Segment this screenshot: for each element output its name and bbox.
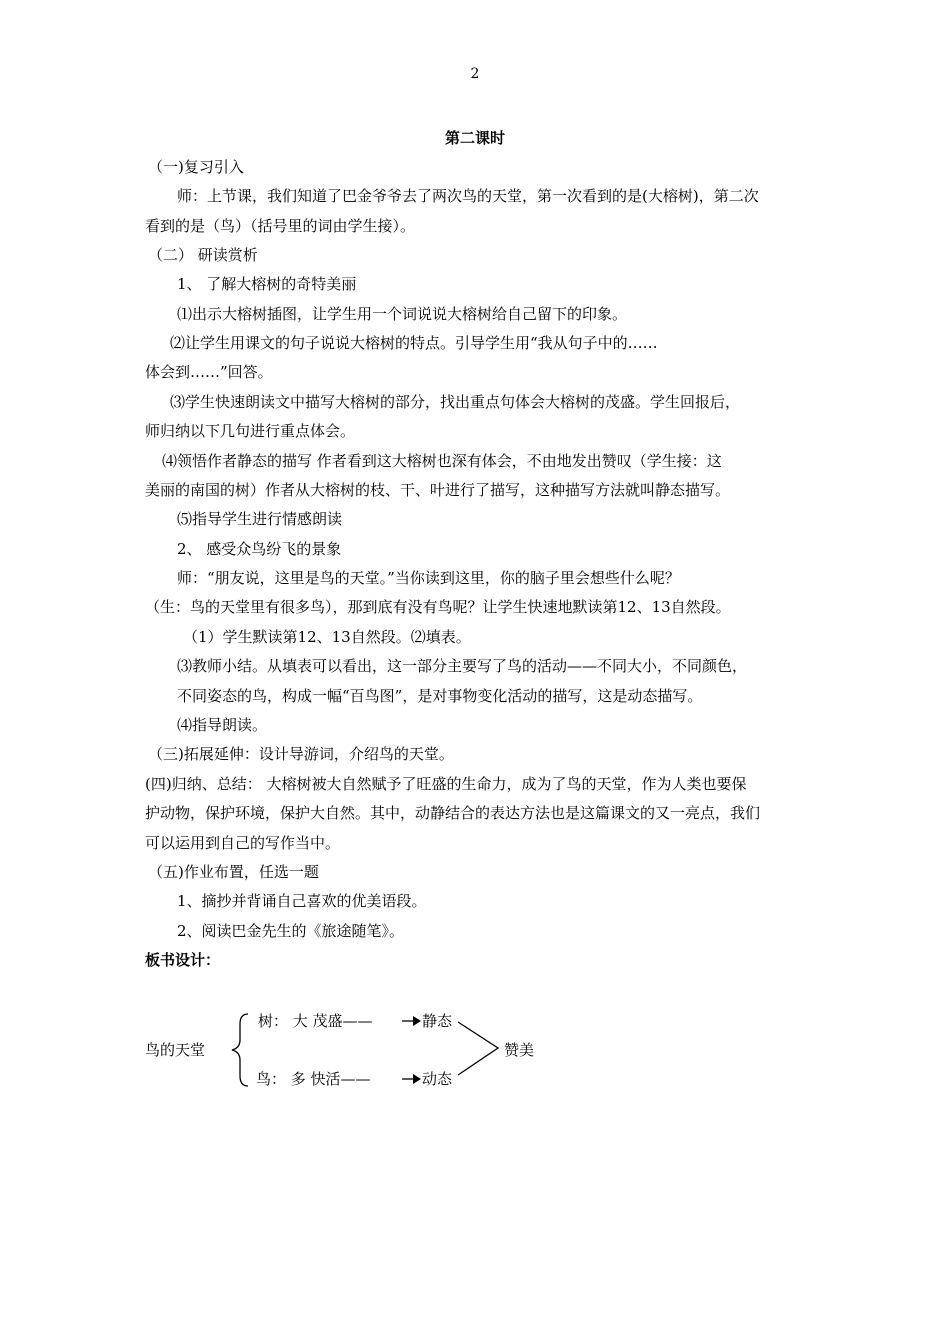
lesson-title: 第二课时 — [444, 129, 505, 147]
step-line: ⑶教师小结。从填表可以看出，这一部分主要写了鸟的活动——不同大小，不同颜色， — [177, 657, 748, 675]
paragraph-line: 看到的是（鸟）（括号里的词由学生接）。 — [145, 217, 416, 235]
converge-lines — [458, 1022, 498, 1075]
board-diagram — [140, 1000, 580, 1100]
section-study: （二） 研读赏析 — [148, 246, 258, 264]
subsection-heading: 2、 感受众鸟纷飞的景象 — [177, 540, 342, 558]
subsection-heading: 1、 了解大榕树的奇特美丽 — [177, 275, 357, 293]
board-conclusion: 赞美 — [504, 1041, 535, 1059]
step-line: ⑵让学生用课文的句子说说大榕树的特点。引导学生用“我从句子中的…… — [170, 334, 658, 352]
arrow-tree-head — [413, 1016, 421, 1026]
paragraph-line: 体会到……”回答。 — [145, 363, 273, 381]
paragraph-line: 护动物，保护环境，保护大自然。其中，动静结合的表达方法也是这篇课文的又一亮点，我们 — [145, 804, 761, 822]
board-row-bird: 鸟： 多 快活—— — [256, 1070, 371, 1088]
board-tree-static: 静态 — [422, 1012, 453, 1030]
board-bird-dynamic: 动态 — [422, 1070, 453, 1088]
step-line: ⑶学生快速朗读文中描写大榕树的部分，找出重点句体会大榕树的茂盛。学生回报后， — [170, 393, 741, 411]
step-line: ⑴出示大榕树插图，让学生用一个词说说大榕树给自己留下的印象。 — [177, 305, 628, 323]
board-design-heading: 板书设计： — [145, 951, 221, 969]
paragraph-line: 不同姿态的鸟，构成一幅“百鸟图”，是对事物变化活动的描写，这是动态描写。 — [177, 687, 703, 705]
section-summary: (四)归纳、总结： 大榕树被大自然赋予了旺盛的生命力，成为了鸟的天堂，作为人类也要保 — [145, 775, 747, 793]
board-root: 鸟的天堂 — [145, 1041, 206, 1059]
board-row-tree: 树： 大 茂盛—— — [258, 1012, 373, 1030]
step-line: ⑷领悟作者静态的描写 作者看到这大榕树也深有体会，不由地发出赞叹（学生接：这 — [162, 452, 722, 470]
left-brace — [232, 1014, 248, 1086]
section-homework: （五)作业布置，任选一题 — [148, 863, 319, 881]
page-number: 2 — [470, 66, 480, 82]
paragraph-line: 师：上节课，我们知道了巴金爷爷去了两次鸟的天堂，第一次看到的是(大榕树)，第二次 — [177, 187, 759, 205]
arrow-bird-head — [413, 1074, 421, 1084]
paragraph-line: 师归纳以下几句进行重点体会。 — [145, 422, 356, 440]
section-review: （一)复习引入 — [148, 158, 244, 176]
section-extension: （三)拓展延伸：设计导游词，介绍鸟的天堂。 — [148, 745, 454, 763]
homework-item: 2、阅读巴金先生的《旅途随笔》。 — [177, 922, 405, 940]
homework-item: 1、摘抄并背诵自己喜欢的优美语段。 — [177, 892, 427, 910]
step-line: ⑸指导学生进行情感朗读 — [177, 510, 343, 528]
step-line: （1）学生默读第12、13自然段。⑵填表。 — [183, 628, 471, 646]
paragraph-line: 美丽的南国的树）作者从大榕树的枝、干、叶进行了描写，这种描写方法就叫静态描写。 — [145, 481, 731, 499]
paragraph-line: 师：“朋友说，这里是鸟的天堂。”当你读到这里，你的脑子里会想些什么呢？ — [177, 569, 680, 587]
paragraph-line: （生：鸟的天堂里有很多鸟），那到底有没有鸟呢？让学生快速地默读第12、13自然段。 — [145, 598, 731, 616]
step-line: ⑷指导朗读。 — [177, 716, 268, 734]
paragraph-line: 可以运用到自己的写作当中。 — [145, 834, 341, 852]
